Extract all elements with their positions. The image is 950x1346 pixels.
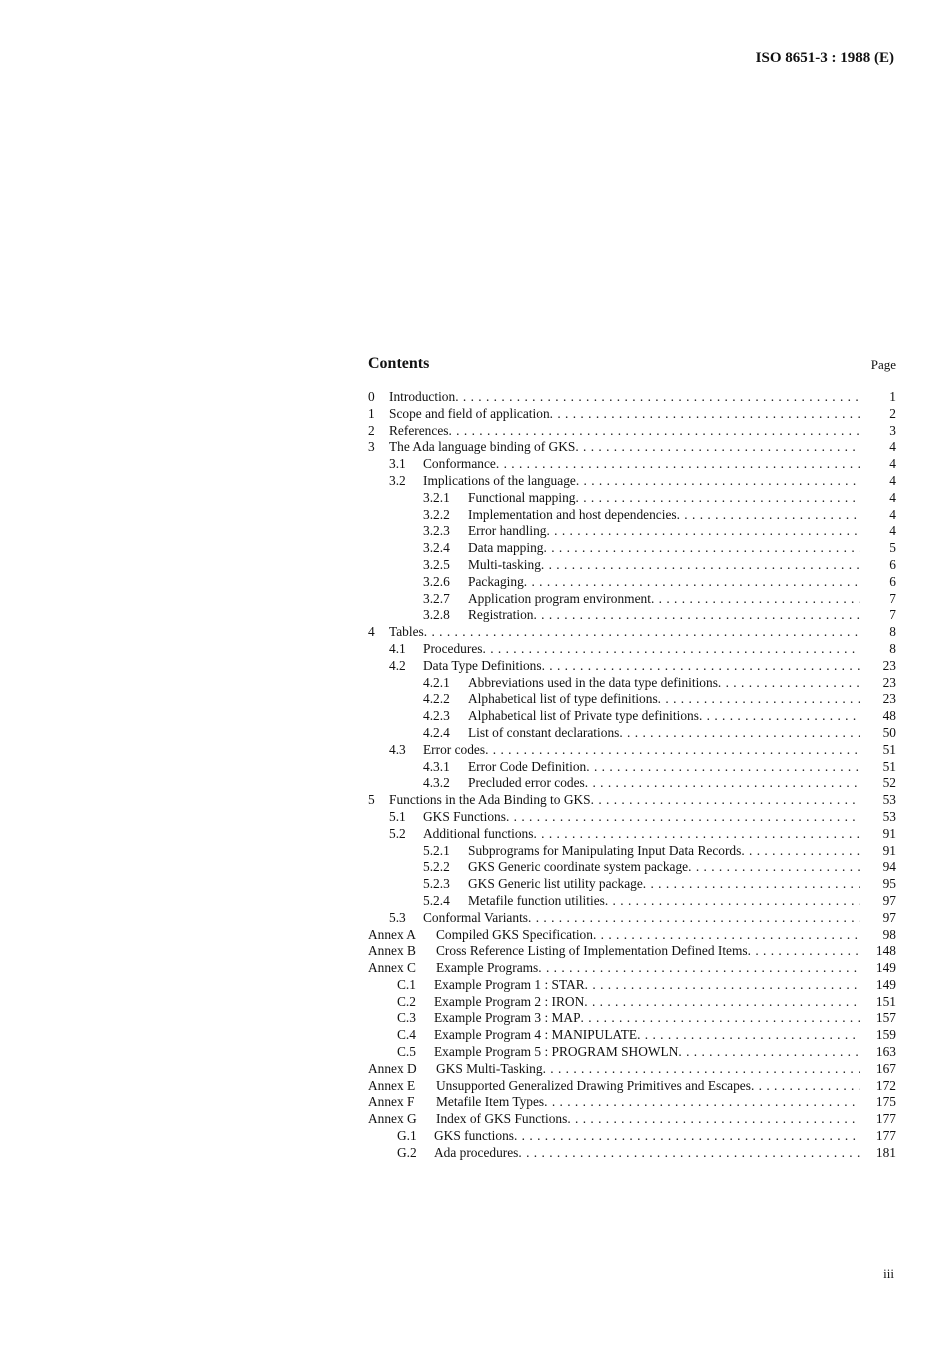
toc-entry-number: C.3	[397, 1010, 416, 1026]
toc-entry-number: 3.2.7	[423, 590, 450, 606]
toc-entry-title: Procedures . . .	[423, 641, 860, 658]
toc-entry[interactable]	[368, 893, 896, 910]
toc-entry-page: 157	[875, 1010, 896, 1026]
toc-entry[interactable]	[368, 540, 896, 557]
toc-entry-page: 53	[882, 792, 896, 808]
toc-entry-page: 149	[875, 960, 896, 976]
toc-entry-title: Application program environment . . .	[468, 591, 860, 608]
toc-entry-page: 97	[882, 892, 896, 908]
toc-entry-page: 91	[882, 842, 896, 858]
toc-entry-number: 3.1	[389, 456, 406, 472]
toc-entry[interactable]	[368, 641, 896, 658]
toc-entry-page: 8	[889, 624, 896, 640]
toc-entry-number: 3.2.8	[423, 607, 450, 623]
toc-entry[interactable]	[368, 507, 896, 524]
toc-entry-title: Alphabetical list of type definitions . . .	[468, 691, 860, 708]
toc-entry-title: Abbreviations used in the data type definitions . . .	[468, 675, 860, 692]
toc-entry-number: Annex F	[368, 1094, 415, 1110]
toc-entry-title: Subprograms for Manipulating Input Data Records . . .	[468, 843, 860, 860]
toc-entry[interactable]	[368, 624, 896, 641]
toc-entry-title: GKS Generic coordinate system package . . .	[468, 859, 860, 876]
toc-entry[interactable]	[368, 406, 896, 423]
toc-entry-title: The Ada language binding of GKS . . .	[389, 439, 860, 456]
toc-entry-title: Error Code Definition . . .	[468, 759, 860, 776]
toc-entry-number: 1	[368, 405, 375, 421]
toc-entry-title: Unsupported Generalized Drawing Primitives and Escapes . . .	[436, 1078, 860, 1095]
toc-entry-title: Metafile Item Types . . .	[436, 1094, 860, 1111]
toc-entry-page: 94	[882, 859, 896, 875]
toc-entry-title: Compiled GKS Specification . . .	[436, 927, 860, 944]
toc-entry-title: Functions in the Ada Binding to GKS . . .	[389, 792, 860, 809]
toc-entry-page: 2	[889, 405, 896, 421]
toc-entry[interactable]	[368, 1044, 896, 1061]
toc-entry[interactable]	[368, 423, 896, 440]
toc-entry-title: Index of GKS Functions . . .	[436, 1111, 860, 1128]
toc-entry-page: 3	[889, 422, 896, 438]
toc-entry-title: Registration . . .	[468, 607, 860, 624]
toc-entry-number: Annex C	[368, 960, 416, 976]
toc-entry-title: Example Program 5 : PROGRAM SHOWLN . . .	[434, 1044, 860, 1061]
page-number: iii	[883, 1266, 894, 1281]
toc-entry-number: C.1	[397, 976, 416, 992]
toc-entry-title: List of constant declarations . . .	[468, 725, 860, 742]
toc-entry-page: 23	[882, 674, 896, 690]
toc-entry-number: 3.2.1	[423, 489, 450, 505]
toc-page-label: Page	[870, 357, 896, 372]
toc-entry[interactable]	[368, 759, 896, 776]
toc-entry-title: GKS Functions . . .	[423, 809, 860, 826]
toc-entry-number: Annex D	[368, 1060, 417, 1076]
toc-entry-title: Packaging . . .	[468, 574, 860, 591]
toc-entry[interactable]	[368, 1145, 896, 1162]
toc-entry[interactable]	[368, 960, 896, 977]
toc-entry-number: C.5	[397, 1044, 416, 1060]
toc-entry-number: 5.2	[389, 825, 406, 841]
toc-entry-number: 5.2.4	[423, 892, 450, 908]
toc-entry-number: 4.3	[389, 741, 406, 757]
toc-entry-number: 5.3	[389, 909, 406, 925]
toc-entry[interactable]	[368, 943, 896, 960]
toc-entry[interactable]	[368, 859, 896, 876]
toc-entry-number: 5.2.3	[423, 876, 450, 892]
toc-entry[interactable]	[368, 691, 896, 708]
toc-entry-page: 177	[875, 1111, 896, 1127]
toc-entry[interactable]	[368, 708, 896, 725]
toc-entry[interactable]	[368, 843, 896, 860]
toc-entry-number: C.4	[397, 1027, 416, 1043]
toc-entry[interactable]	[368, 910, 896, 927]
toc-entry[interactable]	[368, 523, 896, 540]
document-header: ISO 8651-3 : 1988 (E)	[755, 50, 894, 66]
toc-entry-title: Cross Reference Listing of Implementation Defined Items . . .	[436, 943, 860, 960]
toc-entry-page: 51	[882, 741, 896, 757]
toc-entry-page: 7	[889, 590, 896, 606]
toc-entry-title: References . . .	[389, 423, 860, 440]
toc-entry-page: 4	[889, 472, 896, 488]
toc-entry[interactable]	[368, 725, 896, 742]
toc-entry-title: Example Program 1 : STAR . . .	[434, 977, 860, 994]
toc-entry-number: 4.2.1	[423, 674, 450, 690]
toc-entry-title: Error codes . . .	[423, 742, 860, 759]
toc-entry-title: Additional functions . . .	[423, 826, 860, 843]
toc-entry[interactable]	[368, 809, 896, 826]
toc-entry-page: 91	[882, 825, 896, 841]
toc-entry-number: G.1	[397, 1128, 417, 1144]
toc-entry-page: 4	[889, 439, 896, 455]
toc-entry-title: Example Program 3 : MAP . . .	[434, 1010, 860, 1027]
toc-entry-page: 4	[889, 489, 896, 505]
toc-entry-number: 3	[368, 439, 375, 455]
toc-entry-page: 6	[889, 573, 896, 589]
toc-entry-page: 53	[882, 808, 896, 824]
toc-title: Contents	[368, 355, 430, 372]
toc-entry-page: 177	[875, 1128, 896, 1144]
toc-entry-number: 4.2.4	[423, 724, 450, 740]
toc-entry[interactable]	[368, 1128, 896, 1145]
toc-entry[interactable]	[368, 1010, 896, 1027]
toc-entry-number: 3.2.5	[423, 556, 450, 572]
toc-entry-page: 149	[875, 976, 896, 992]
toc-entry-page: 52	[882, 775, 896, 791]
toc-entry-page: 97	[882, 909, 896, 925]
toc-entry-page: 167	[875, 1060, 896, 1076]
toc-entry-number: 3.2.4	[423, 540, 450, 556]
toc-entry[interactable]	[368, 927, 896, 944]
table-of-contents	[368, 389, 896, 1162]
toc-entry-title: Error handling . . .	[468, 523, 860, 540]
toc-entry-page: 5	[889, 540, 896, 556]
toc-entry[interactable]	[368, 675, 896, 692]
toc-entry-number: 3.2.6	[423, 573, 450, 589]
toc-entry-number: 4.3.2	[423, 775, 450, 791]
toc-entry-number: 2	[368, 422, 375, 438]
toc-entry-page: 172	[875, 1077, 896, 1093]
toc-entry-page: 23	[882, 657, 896, 673]
toc-entry-number: 3.2	[389, 472, 406, 488]
toc-entry[interactable]	[368, 439, 896, 456]
toc-entry-number: 4.2	[389, 657, 406, 673]
toc-entry-number: 4.2.2	[423, 691, 450, 707]
toc-entry[interactable]	[368, 607, 896, 624]
toc-entry-title: Alphabetical list of Private type definitions . . .	[468, 708, 860, 725]
toc-entry-number: 5	[368, 792, 375, 808]
toc-entry-title: Data Type Definitions . . .	[423, 658, 860, 675]
toc-entry-number: 4	[368, 624, 375, 640]
toc-entry-number: Annex B	[368, 943, 416, 959]
toc-entry-title: Metafile function utilities . . .	[468, 893, 860, 910]
toc-entry-title: Implications of the language . . .	[423, 473, 860, 490]
toc-entry-number: 4.2.3	[423, 708, 450, 724]
toc-entry[interactable]	[368, 456, 896, 473]
toc-entry-title: Introduction . . .	[389, 389, 860, 406]
toc-entry-number: 5.2.1	[423, 842, 450, 858]
toc-entry[interactable]	[368, 742, 896, 759]
toc-entry-number: 5.1	[389, 808, 406, 824]
toc-entry-title: Conformance . . .	[423, 456, 860, 473]
toc-entry-title: Implementation and host dependencies . . .	[468, 507, 860, 524]
toc-entry-page: 1	[889, 389, 896, 404]
toc-entry-number: 4.3.1	[423, 758, 450, 774]
toc-entry-title: Tables . . .	[389, 624, 860, 641]
toc-entry-title: Example Program 2 : IRON . . .	[434, 994, 860, 1011]
toc-entry[interactable]	[368, 490, 896, 507]
toc-entry-page: 181	[875, 1144, 896, 1160]
toc-entry[interactable]	[368, 994, 896, 1011]
toc-entry[interactable]	[368, 658, 896, 675]
toc-entry[interactable]	[368, 574, 896, 591]
toc-entry-title: Scope and field of application . . .	[389, 406, 860, 423]
toc-entry[interactable]	[368, 591, 896, 608]
toc-entry-title: GKS Generic list utility package . . .	[468, 876, 860, 893]
toc-entry[interactable]	[368, 389, 896, 406]
toc-entry-page: 50	[882, 724, 896, 740]
toc-entry-number: 5.2.2	[423, 859, 450, 875]
toc-entry-page: 6	[889, 556, 896, 572]
toc-heading	[368, 355, 896, 377]
toc-entry-page: 23	[882, 691, 896, 707]
toc-entry-page: 151	[875, 993, 896, 1009]
toc-entry-number: G.2	[397, 1144, 417, 1160]
toc-entry-page: 98	[882, 926, 896, 942]
toc-entry-page: 4	[889, 456, 896, 472]
toc-entry-title: Example Programs . . .	[436, 960, 860, 977]
toc-entry[interactable]	[368, 557, 896, 574]
toc-entry-title: Precluded error codes . . .	[468, 775, 860, 792]
toc-entry-title: Functional mapping . . .	[468, 490, 860, 507]
toc-entry[interactable]	[368, 1094, 896, 1111]
toc-entry-number: 4.1	[389, 640, 406, 656]
toc-entry-page: 163	[875, 1044, 896, 1060]
toc-entry-page: 48	[882, 708, 896, 724]
toc-entry-page: 148	[875, 943, 896, 959]
toc-entry-number: 3.2.2	[423, 506, 450, 522]
toc-entry[interactable]	[368, 1027, 896, 1044]
toc-entry[interactable]	[368, 1061, 896, 1078]
toc-entry-title: Data mapping . . .	[468, 540, 860, 557]
toc-entry-page: 51	[882, 758, 896, 774]
toc-entry-number: Annex G	[368, 1111, 417, 1127]
toc-entry-page: 4	[889, 523, 896, 539]
toc-entry-page: 8	[889, 640, 896, 656]
toc-entry-page: 7	[889, 607, 896, 623]
toc-entry[interactable]	[368, 977, 896, 994]
toc-entry-number: Annex A	[368, 926, 416, 942]
toc-entry-title: GKS Multi-Tasking . . .	[436, 1061, 860, 1078]
toc-entry[interactable]	[368, 1111, 896, 1128]
toc-entry-page: 175	[875, 1094, 896, 1110]
toc-entry-number: 0	[368, 389, 375, 404]
toc-entry-title: Multi-tasking . . .	[468, 557, 860, 574]
toc-entry-page: 159	[875, 1027, 896, 1043]
toc-entry-title: GKS functions . . .	[434, 1128, 860, 1145]
toc-entry[interactable]	[368, 473, 896, 490]
toc-entry-title: Ada procedures . . .	[434, 1145, 860, 1162]
toc-entry[interactable]	[368, 1078, 896, 1095]
toc-entry[interactable]	[368, 775, 896, 792]
toc-entry-page: 4	[889, 506, 896, 522]
toc-entry[interactable]	[368, 876, 896, 893]
toc-entry[interactable]	[368, 792, 896, 809]
toc-entry-title: Example Program 4 : MANIPULATE . . .	[434, 1027, 860, 1044]
toc-entry-page: 95	[882, 876, 896, 892]
toc-entry-number: Annex E	[368, 1077, 416, 1093]
toc-entry-number: 3.2.3	[423, 523, 450, 539]
toc-entry-title: Conformal Variants . . .	[423, 910, 860, 927]
toc-entry-number: C.2	[397, 993, 416, 1009]
toc-entry[interactable]	[368, 826, 896, 843]
